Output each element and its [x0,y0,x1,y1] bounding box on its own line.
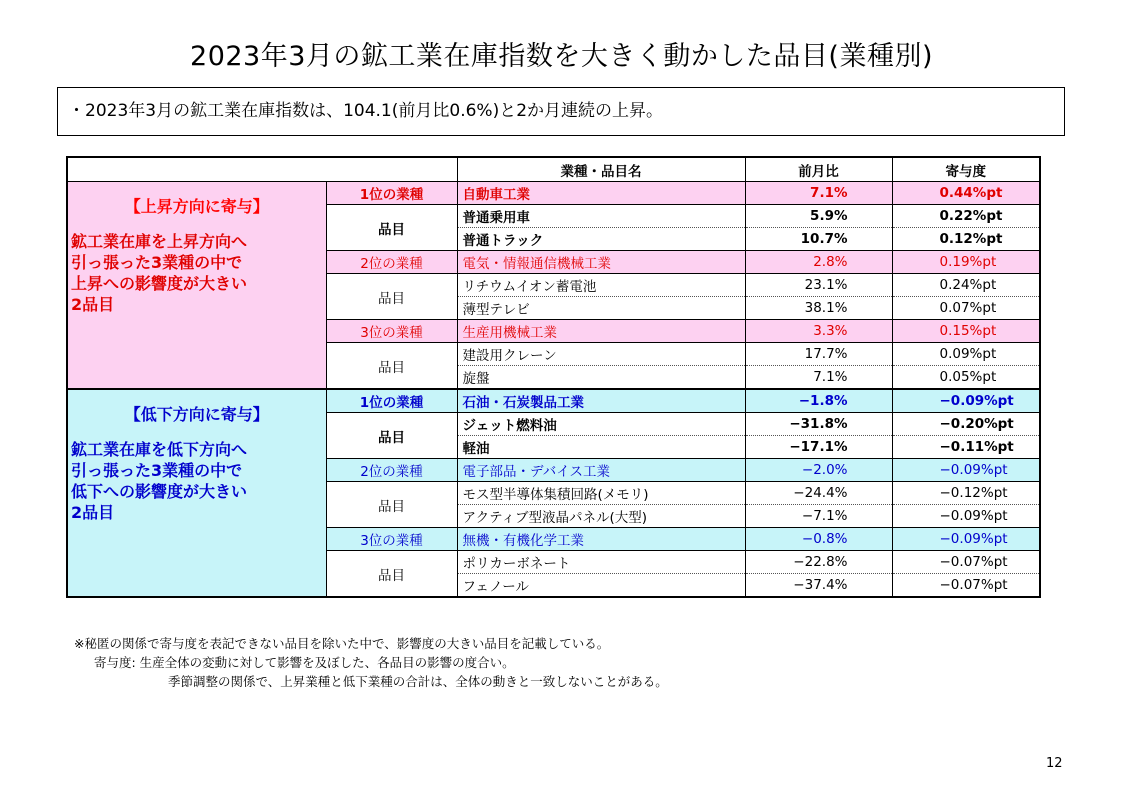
item-name: 普通トラック [457,228,745,251]
industry-contrib: −0.09%pt [892,459,1040,482]
industry-name: 電子部品・デバイス工業 [457,459,745,482]
item-contrib: 0.22%pt [892,205,1040,228]
item-mom: −17.1% [745,436,892,459]
item-label: 品目 [326,205,457,251]
table-header-row [67,157,1040,182]
up-group-cell [67,182,326,390]
industry-name: 自動車工業 [457,182,745,205]
table-row [67,389,1040,413]
industry-contrib: 0.15%pt [892,320,1040,343]
item-contrib: −0.20%pt [892,413,1040,436]
item-mom: −31.8% [745,413,892,436]
item-name: 薄型テレビ [457,297,745,320]
item-name: 軽油 [457,436,745,459]
item-label: 品目 [326,274,457,320]
footnote-1: ※秘匿の関係で寄与度を表記できない品目を除いた中で、影響度の大きい品目を記載している。 [74,636,610,651]
item-contrib: −0.12%pt [892,482,1040,505]
header-contrib: 寄与度 [892,157,1040,182]
rank-label: 1位の業種 [326,389,457,413]
item-name: アクティブ型液晶パネル(大型) [457,505,745,528]
industry-contrib: 0.19%pt [892,251,1040,274]
item-name: 普通乗用車 [457,205,745,228]
item-name: ポリカーボネート [457,551,745,574]
industry-mom: −0.8% [745,528,892,551]
item-mom: −22.8% [745,551,892,574]
table-row [67,182,1040,205]
industry-name: 電気・情報通信機械工業 [457,251,745,274]
item-mom: 10.7% [745,228,892,251]
item-name: ジェット燃料油 [457,413,745,436]
industry-name: 石油・石炭製品工業 [457,389,745,413]
item-contrib: −0.07%pt [892,551,1040,574]
up-heading: 【上昇方向に寄与】 [124,197,269,216]
item-contrib: −0.07%pt [892,574,1040,598]
item-name: モス型半導体集積回路(メモリ) [457,482,745,505]
rank-label: 3位の業種 [326,528,457,551]
industry-name: 生産用機械工業 [457,320,745,343]
page-title: 2023年3月の鉱工業在庫指数を大きく動かした品目(業種別) [190,41,933,72]
industry-name: 無機・有機化学工業 [457,528,745,551]
rank-label: 3位の業種 [326,320,457,343]
item-name: 建設用クレーン [457,343,745,366]
footnote-2: 寄与度: 生産全体の変動に対して影響を及ぼした、各品目の影響の度合い。 [94,655,515,670]
item-mom: 38.1% [745,297,892,320]
industry-mom: 3.3% [745,320,892,343]
item-label: 品目 [326,413,457,459]
down-description: 鉱工業在庫を低下方向へ 引っ張った3業種の中で 低下への影響度が大きい 2品目 [71,440,248,522]
item-name: リチウムイオン蓄電池 [457,274,745,297]
industry-contrib: −0.09%pt [892,528,1040,551]
item-mom: −7.1% [745,505,892,528]
industry-mom: 2.8% [745,251,892,274]
down-heading: 【低下方向に寄与】 [124,405,269,424]
industry-mom: −2.0% [745,459,892,482]
item-contrib: 0.05%pt [892,366,1040,390]
header-name: 業種・品目名 [457,157,745,182]
industry-mom: 7.1% [745,182,892,205]
up-description: 鉱工業在庫を上昇方向へ 引っ張った3業種の中で 上昇への影響度が大きい 2品目 [71,232,248,314]
industry-contrib: 0.44%pt [892,182,1040,205]
item-contrib: 0.12%pt [892,228,1040,251]
rank-label: 1位の業種 [326,182,457,205]
header-blank [67,157,457,182]
rank-label: 2位の業種 [326,251,457,274]
item-name: フェノール [457,574,745,598]
industry-mom: −1.8% [745,389,892,413]
item-contrib: 0.24%pt [892,274,1040,297]
item-label: 品目 [326,343,457,390]
summary-box: ・2023年3月の鉱工業在庫指数は、104.1(前月比0.6%)と2か月連続の上昇。 [57,87,1065,136]
footnotes [74,634,668,691]
item-contrib: −0.11%pt [892,436,1040,459]
industry-contrib: −0.09%pt [892,389,1040,413]
contribution-table [66,156,1041,598]
item-label: 品目 [326,482,457,528]
item-mom: 23.1% [745,274,892,297]
item-mom: 7.1% [745,366,892,390]
item-mom: −37.4% [745,574,892,598]
footnote-3: 季節調整の関係で、上昇業種と低下業種の合計は、全体の動きと一致しないことがある。 [168,674,668,689]
item-mom: 17.7% [745,343,892,366]
item-contrib: 0.09%pt [892,343,1040,366]
item-mom: 5.9% [745,205,892,228]
item-mom: −24.4% [745,482,892,505]
item-label: 品目 [326,551,457,598]
item-name: 旋盤 [457,366,745,390]
page-number: 12 [1046,756,1063,771]
rank-label: 2位の業種 [326,459,457,482]
header-mom: 前月比 [745,157,892,182]
item-contrib: 0.07%pt [892,297,1040,320]
item-contrib: −0.09%pt [892,505,1040,528]
down-group-cell [67,389,326,597]
